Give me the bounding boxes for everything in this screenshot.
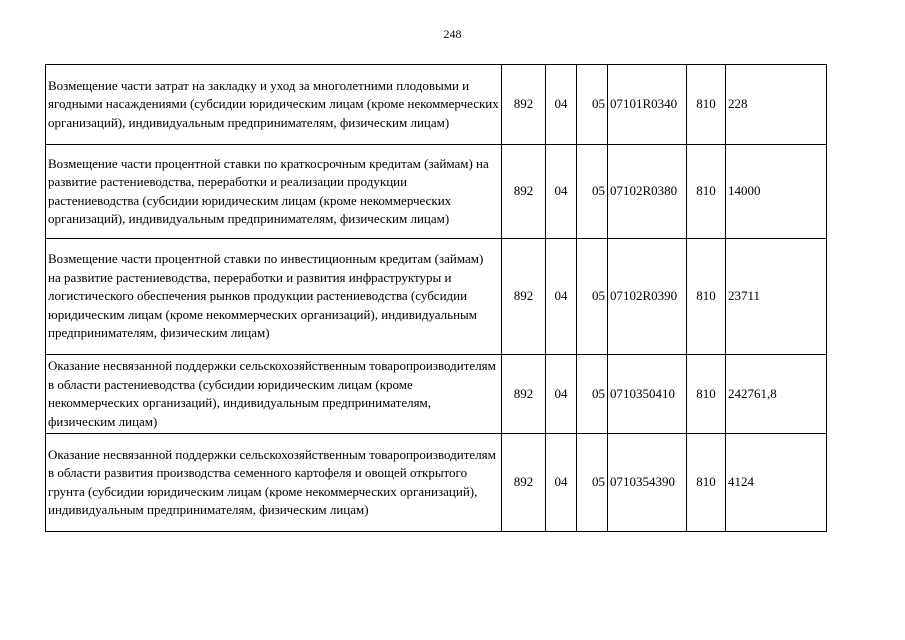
row-section: 04 bbox=[546, 434, 577, 532]
budget-table bbox=[45, 64, 827, 532]
row-amount: 242761,8 bbox=[726, 355, 827, 434]
row-description: Оказание несвязанной поддержки сельскохозяйственным товаропроизводителям в области развития производства семенного картофеля и овощей открытого грунта (субсидии юридическим лицам (кроме некоммерческих организаций), индивидуальным предпринимателям, физическим лицам) bbox=[46, 434, 502, 532]
row-subsection: 05 bbox=[577, 355, 608, 434]
table-row bbox=[46, 65, 827, 145]
row-section: 04 bbox=[546, 355, 577, 434]
row-description: Возмещение части затрат на закладку и уход за многолетними плодовыми и ягодными насаждениями (субсидии юридическим лицам (кроме некоммерческих организаций), индивидуальным предпринимателям, физическим лицам) bbox=[46, 65, 502, 145]
row-amount: 14000 bbox=[726, 145, 827, 239]
row-section: 04 bbox=[546, 145, 577, 239]
row-subsection: 05 bbox=[577, 145, 608, 239]
row-ved: 892 bbox=[502, 239, 546, 355]
row-description: Возмещение части процентной ставки по краткосрочным кредитам (займам) на развитие растениеводства, переработки и реализации продукции растениеводства (субсидии юридическим лицам (кроме некоммерческих организаций), индивидуальным предпринимателям, физическим лицам) bbox=[46, 145, 502, 239]
row-amount: 4124 bbox=[726, 434, 827, 532]
table-row bbox=[46, 239, 827, 355]
page-number: 248 bbox=[443, 27, 462, 41]
table-row bbox=[46, 145, 827, 239]
row-subsection: 05 bbox=[577, 434, 608, 532]
row-ved: 892 bbox=[502, 434, 546, 532]
row-target-code: 07102R0380 bbox=[608, 145, 687, 239]
table-row bbox=[46, 434, 827, 532]
table-row bbox=[46, 355, 827, 434]
row-amount: 23711 bbox=[726, 239, 827, 355]
row-expense-type: 810 bbox=[687, 355, 726, 434]
row-subsection: 05 bbox=[577, 239, 608, 355]
row-ved: 892 bbox=[502, 145, 546, 239]
row-target-code: 07102R0390 bbox=[608, 239, 687, 355]
row-ved: 892 bbox=[502, 355, 546, 434]
row-subsection: 05 bbox=[577, 65, 608, 145]
row-description: Оказание несвязанной поддержки сельскохозяйственным товаропроизводителям в области растениеводства (субсидии юридическим лицам (кроме некоммерческих организаций), индивидуальным предпринимателям, физическим лицам) bbox=[46, 355, 502, 434]
row-section: 04 bbox=[546, 65, 577, 145]
row-description: Возмещение части процентной ставки по инвестиционным кредитам (займам) на развитие растениеводства, переработки и развития инфраструктуры и логистического обеспечения рынков продукции растениеводства (субсидии юридическим лицам (кроме некоммерческих организаций), индивидуальным предпринимателям, физическим лицам) bbox=[46, 239, 502, 355]
row-expense-type: 810 bbox=[687, 434, 726, 532]
row-ved: 892 bbox=[502, 65, 546, 145]
row-section: 04 bbox=[546, 239, 577, 355]
row-expense-type: 810 bbox=[687, 145, 726, 239]
row-target-code: 0710350410 bbox=[608, 355, 687, 434]
row-expense-type: 810 bbox=[687, 239, 726, 355]
row-expense-type: 810 bbox=[687, 65, 726, 145]
row-target-code: 0710354390 bbox=[608, 434, 687, 532]
row-target-code: 07101R0340 bbox=[608, 65, 687, 145]
row-amount: 228 bbox=[726, 65, 827, 145]
